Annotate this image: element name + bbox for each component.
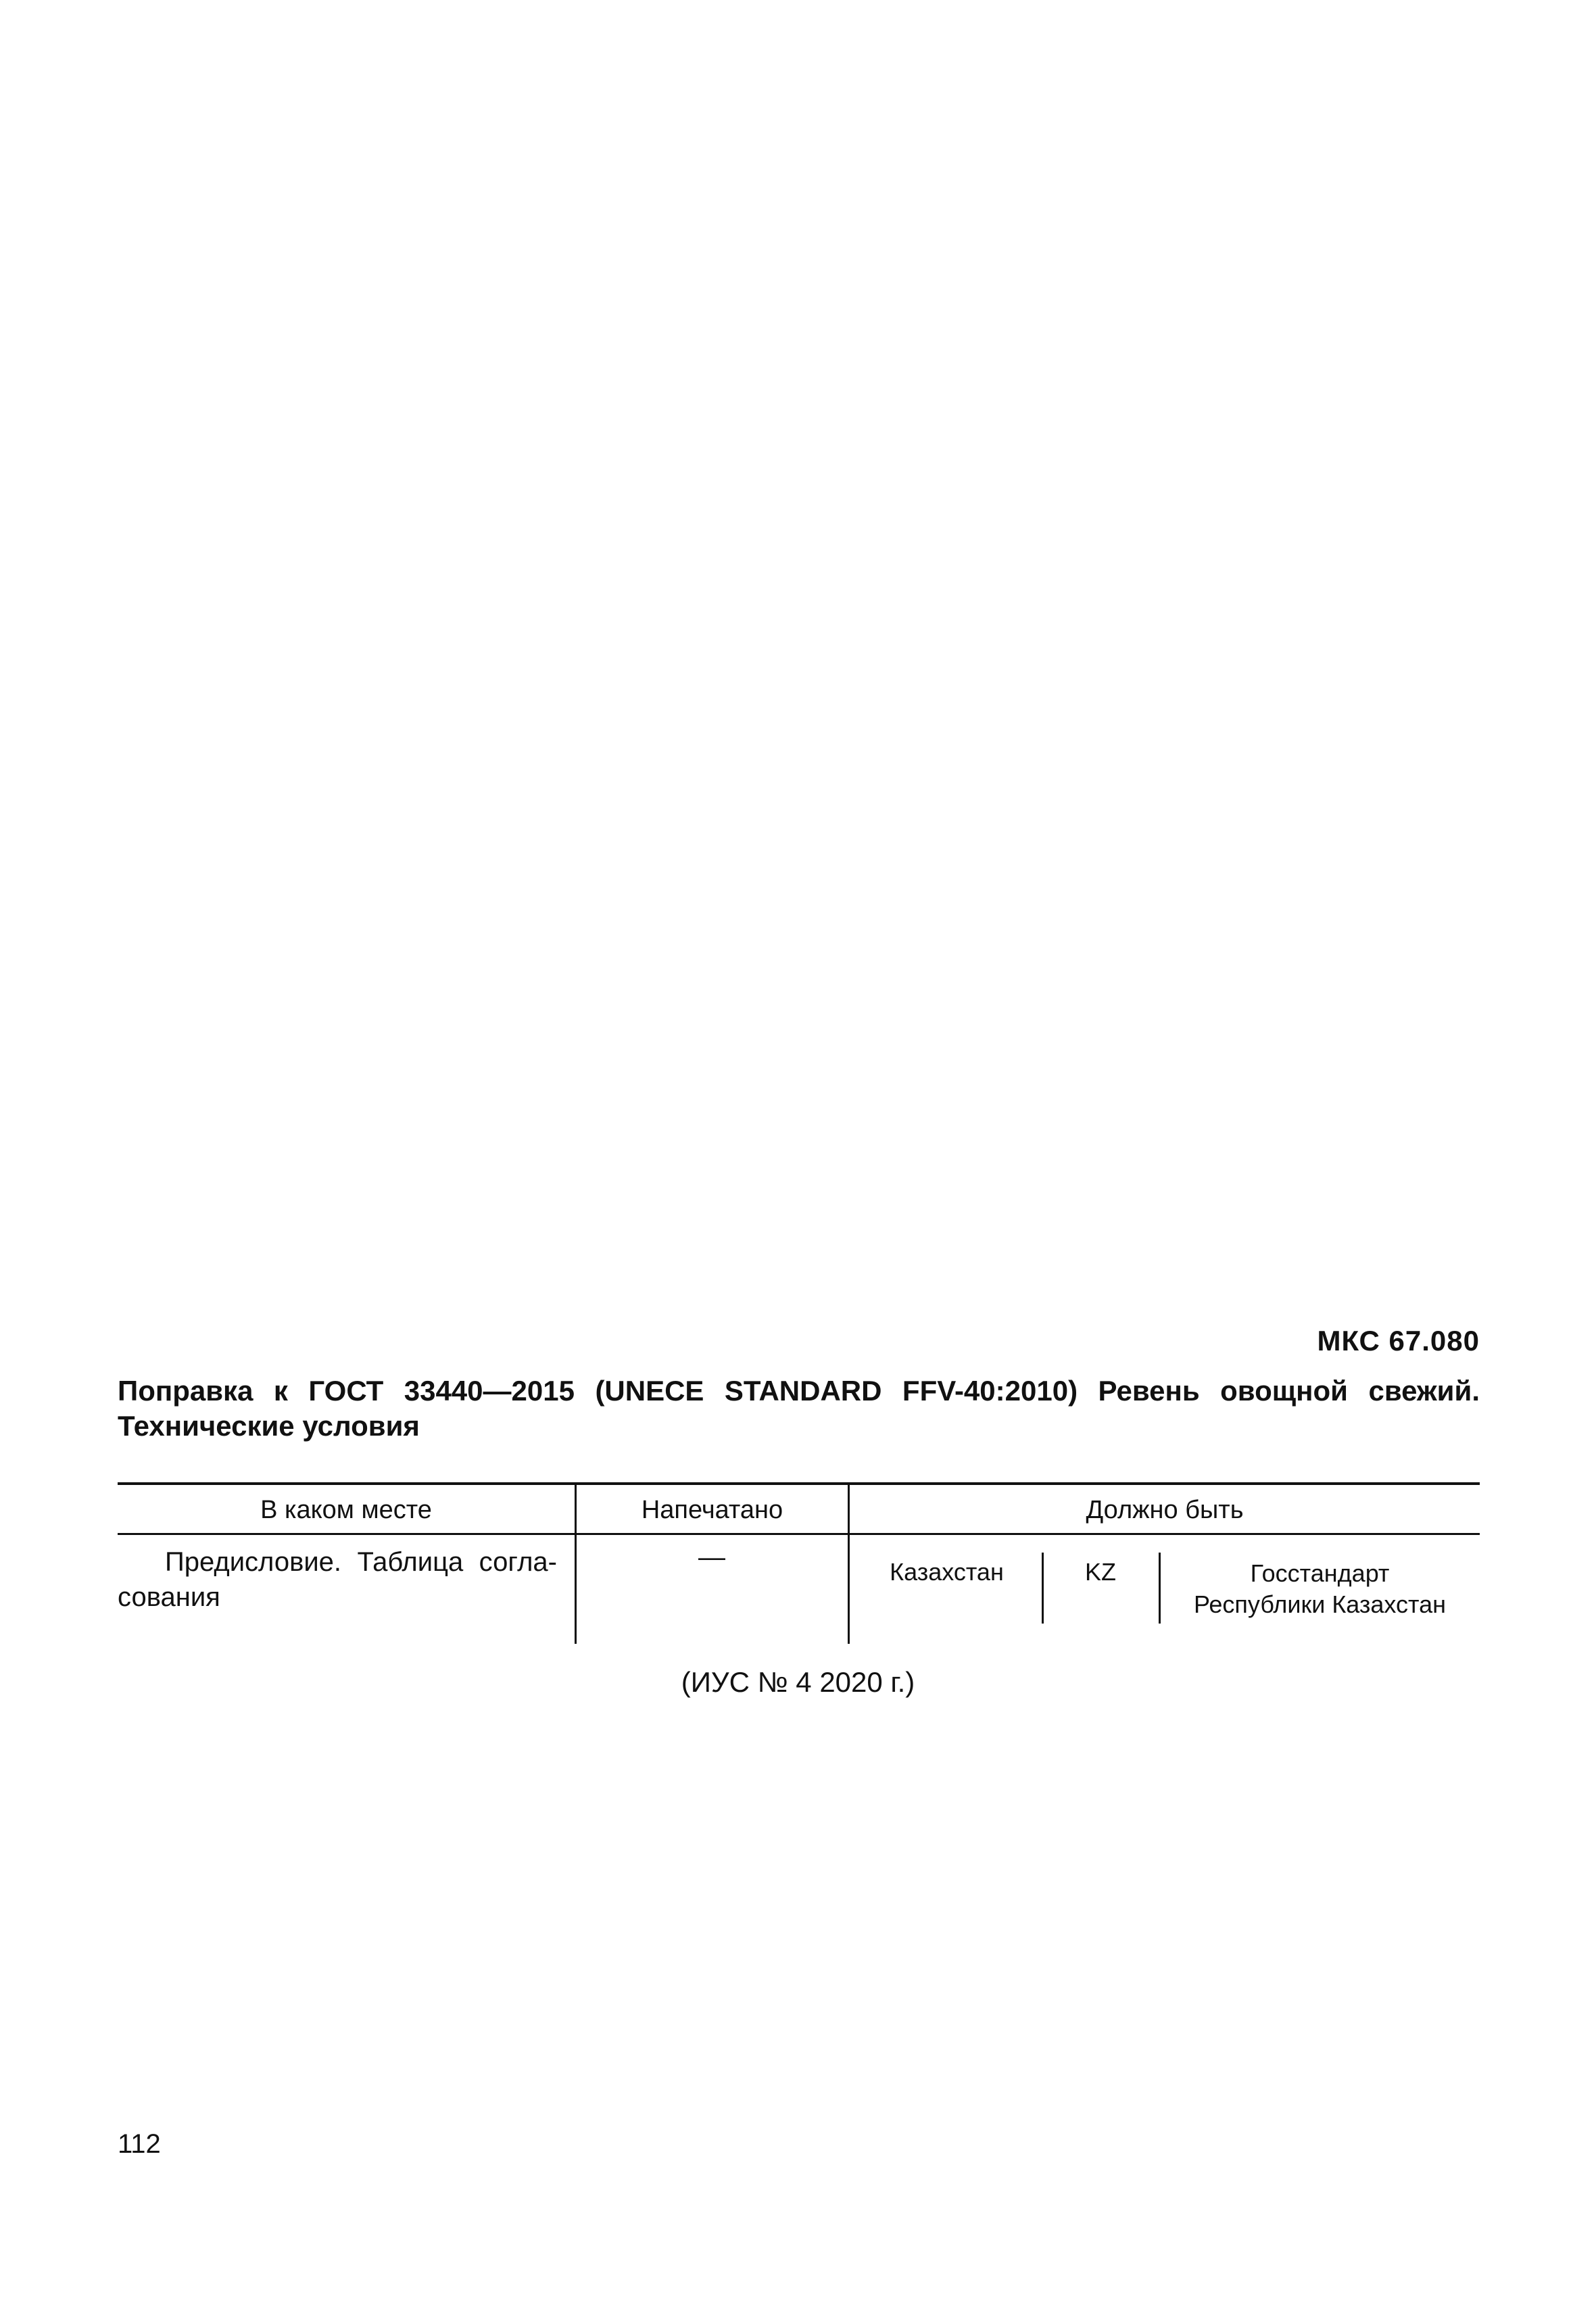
header-printed: Напечатано [641, 1496, 783, 1524]
cell-printed: — [698, 1542, 725, 1572]
header-place: В каком месте [260, 1496, 432, 1524]
classification-code: МКС 67.080 [1317, 1325, 1480, 1357]
cell-country: Казахстан [890, 1558, 1004, 1586]
cell-code: KZ [1084, 1558, 1116, 1586]
table-header-rule [118, 1533, 1480, 1535]
page-number: 112 [118, 2129, 161, 2159]
table-top-rule [118, 1482, 1480, 1485]
organization-line1: Госстандарт [1250, 1559, 1390, 1587]
amendment-title-line2: Технические условия [118, 1410, 420, 1442]
amendment-title-line1: Поправка к ГОСТ 33440—2015 (UNECE STANDARD FFV-40:2010) Ревень овощной свежий. [118, 1375, 1480, 1407]
source-reference: (ИУС № 4 2020 г.) [681, 1666, 915, 1698]
header-should-be: Должно быть [1086, 1496, 1244, 1524]
organization-line2: Республики Казахстан [1193, 1590, 1447, 1618]
cell-place: Предисловие. Таблица согла-сования [118, 1547, 557, 1612]
amendment-title [118, 1373, 1480, 1444]
cell-organization [1160, 1558, 1480, 1620]
